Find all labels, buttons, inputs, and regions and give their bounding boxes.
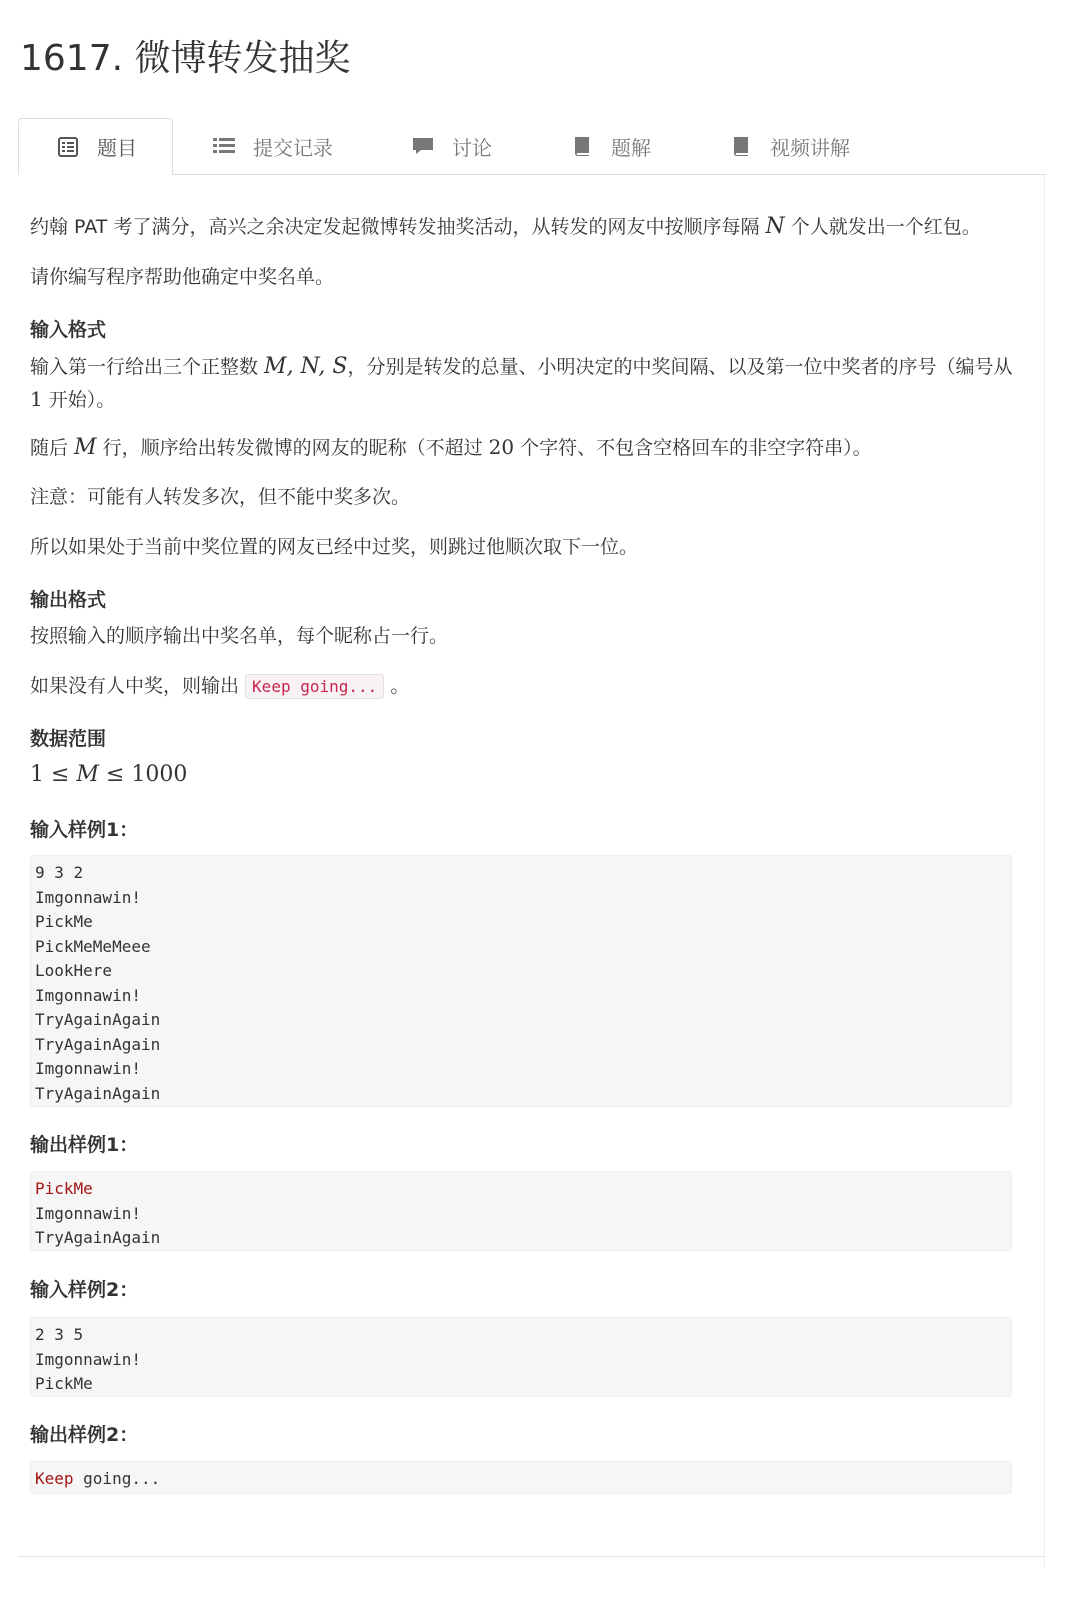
input-format-heading: 输入格式: [30, 319, 107, 341]
problem-content: [18, 175, 1045, 1567]
problem-paragraph: 如果没有人中奖，则输出 Keep going... 。: [30, 675, 410, 697]
code-line: LookHere: [35, 961, 113, 980]
book-icon: [571, 135, 593, 157]
tab-submissions[interactable]: [213, 118, 333, 174]
sample-output-1-heading: 输出样例1：: [30, 1134, 139, 1156]
code-line: PickMe: [35, 1374, 93, 1393]
code-line: 9 3 2: [35, 863, 84, 882]
code-line: Keep going...: [35, 1469, 161, 1488]
code-line: TryAgainAgain: [35, 1083, 161, 1103]
page-title: 1617. 微博转发抽奖: [20, 38, 351, 79]
tab-submissions-label: 提交记录: [253, 135, 333, 160]
problem-paragraph: 注意：可能有人转发多次，但不能中奖多次。: [30, 486, 411, 508]
inline-code: Keep going...: [245, 674, 384, 699]
sample-output-1-block[interactable]: [30, 1171, 1012, 1251]
tab-discussion[interactable]: [412, 118, 492, 174]
data-range-heading: 数据范围: [30, 728, 107, 750]
problem-paragraph: 约翰 PAT 考了满分，高兴之余决定发起微博转发抽奖活动，从转发的网友中按顺序每隔 N 个人就发出一个红包。: [30, 214, 981, 239]
tab-problem[interactable]: [18, 118, 173, 175]
problem-paragraph: 所以如果处于当前中奖位置的网友已经中过奖，则跳过他顺次取下一位。: [30, 536, 639, 558]
code-line: 2 3 5: [35, 1325, 84, 1344]
tab-video[interactable]: [730, 118, 850, 174]
tab-problem-label: 题目: [97, 136, 137, 160]
list-icon: [213, 135, 235, 157]
comment-icon: [412, 135, 434, 157]
code-line: PickMe: [35, 1179, 93, 1198]
code-line: Imgonnawin!: [35, 1203, 141, 1223]
book-icon: [730, 135, 752, 157]
tab-solutions-label: 题解: [611, 135, 651, 160]
code-line: Imgonnawin!: [35, 887, 141, 907]
tab-bar: [18, 118, 1046, 175]
code-line: Imgonnawin!: [35, 1059, 141, 1078]
sample-output-2-block[interactable]: [30, 1461, 1012, 1494]
list-alt-icon: [57, 136, 79, 158]
code-line: TryAgainAgain: [35, 1010, 161, 1029]
divider: [18, 1556, 1044, 1557]
code-line: TryAgainAgain: [35, 1034, 161, 1054]
tab-discussion-label: 讨论: [452, 135, 492, 160]
output-format-heading: 输出格式: [30, 589, 107, 611]
data-range-formula: 1 ≤ M ≤ 1000: [30, 762, 188, 787]
sample-input-1-block[interactable]: [30, 855, 1012, 1107]
sample-output-2-heading: 输出样例2：: [30, 1424, 139, 1446]
problem-paragraph: 输入第一行给出三个正整数 M, N, S，分别是转发的总量、小明决定的中奖间隔、以及第一位中奖者的序号（编号从 1 开始）。: [30, 354, 1013, 411]
code-line: Imgonnawin!: [35, 1349, 141, 1369]
code-line: PickMe: [35, 912, 93, 931]
sample-input-2-heading: 输入样例2：: [30, 1279, 139, 1301]
code-line: PickMeMeMeee: [35, 936, 151, 956]
tab-solutions[interactable]: [571, 118, 651, 174]
sample-input-2-block[interactable]: [30, 1317, 1012, 1397]
code-line: TryAgainAgain: [35, 1228, 161, 1247]
tab-video-label: 视频讲解: [770, 135, 850, 160]
problem-paragraph: 随后 M 行，顺序给出转发微博的网友的昵称（不超过 20 个字符、不包含空格回车的非空字符串）。: [30, 435, 872, 460]
sample-input-1-heading: 输入样例1：: [30, 819, 139, 841]
problem-paragraph: 按照输入的顺序输出中奖名单，每个昵称占一行。: [30, 625, 449, 647]
problem-paragraph: 请你编写程序帮助他确定中奖名单。: [30, 266, 335, 288]
code-line: Imgonnawin!: [35, 985, 141, 1005]
